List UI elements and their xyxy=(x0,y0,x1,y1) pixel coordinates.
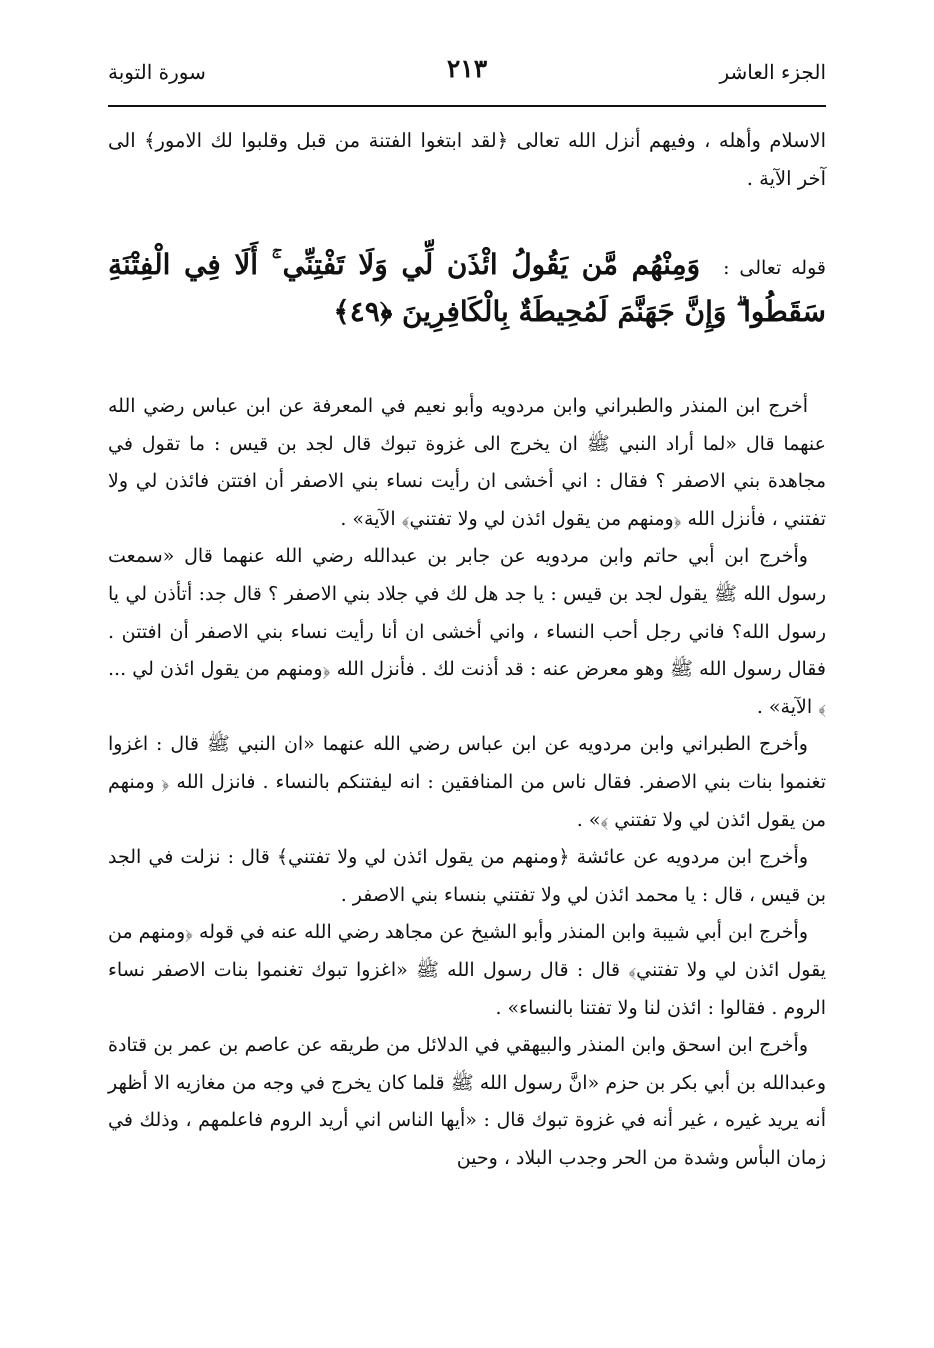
paragraph: وأخرج ابن مردويه عن عائشة ﴿ومنهم من يقول ائذن لي ولا تفتني﴾ قال : نزلت في الجد بن قيس ، قال : يا محمد ائذن لي ولا تفتني بنساء بني الاصفر . xyxy=(108,846,826,906)
paragraph: وأخرج الطبراني وابن مردويه عن ابن عباس رضي الله عنهما «ان النبي ﷺ قال : اغزوا تغنموا بنات بني الاصفر. فقال ناس من المنافقين : انه ليفتنكم بالنساء . فانزل الله ﴿ ومنهم من يقول ائذن لي ولا تفتني ﴾» . xyxy=(108,733,826,831)
paragraph: أخرج ابن المنذر والطبراني وابن مردويه وأبو نعيم في المعرفة عن ابن عباس رضي الله عنهما قال «لما أراد النبي ﷺ ان يخرج الى غزوة تبوك قال لجد بن قيس : ما تقول في مجاهدة بني الاصفر ؟ فقال : اني أخشى ان رأيت نساء بني الاصفر أن افتتن فائذن لي ولا تفتني ، فأنزل الله ﴿ومنهم من يقول ائذن لي ولا تفتني﴾ الآية» . xyxy=(108,395,826,530)
header-rule xyxy=(108,105,826,107)
page-number: ٢١٣ xyxy=(446,54,488,83)
surah-title: سورة التوبة xyxy=(108,60,206,84)
paragraph: وأخرج ابن أبي شيبة وابن المنذر وأبو الشيخ عن مجاهد رضي الله عنه في قوله ﴿ومنهم من يقول ائذن لي ولا تفتني﴾ قال : قال رسول الله ﷺ «اغزوا تبوك تغنموا بنات الاصفر نساء الروم . فقالوا : ائذن لنا ولا تفتنا بالنساء» . xyxy=(107,921,826,1019)
part-title: الجزء العاشر xyxy=(719,60,826,84)
verse-lead: قوله تعالى : xyxy=(723,257,826,279)
paragraph: وأخرج ابن أبي حاتم وابن مردويه عن جابر بن عبدالله رضي الله عنهما قال «سمعت رسول الله ﷺ يقول لجد بن قيس : يا جد هل لك في جلاد بني الاصفر ؟ قال جد: أتأذن لي يا رسول الله؟ فاني رجل أحب النساء ، واني أخشى ان أنا رأيت نساء بني الاصفر أن افتتن . فقال رسول الله ﷺ وهو معرض عنه : قد أذنت لك . فأنزل الله ﴿ومنهم من يقول ائذن لي ... ﴾ الآية» . xyxy=(108,545,826,718)
verse-text: وَمِنْهُم مَّن يَقُولُ ائْذَن لِّي وَلَا تَفْتِنِّي ۚ أَلَا فِي الْفِتْنَةِ سَقَطُوا ۗ وَإِنَّ جَهَنَّمَ لَمُحِيطَةٌ بِالْكَافِرِينَ ﴿٤٩﴾ xyxy=(108,248,826,328)
paragraph: وأخرج ابن اسحق وابن المنذر والبيهقي في الدلائل من طريقه عن عاصم بن عمر بن قتادة وعبدالله بن أبي بكر بن حزم «انَّ رسول الله ﷺ قلما كان يخرج في وجه من مغازيه الا أظهر أنه يريد غيره ، غير أنه في غزوة تبوك قال : «أيها الناس اني أريد الروم فاعلمهم ، وذلك في زمان البأس وشدة من الحر وجدب البلاد ، وحين xyxy=(108,1034,826,1169)
quran-verse xyxy=(108,243,826,337)
page-header xyxy=(108,52,826,98)
commentary-body xyxy=(108,388,826,1177)
intro-paragraph: الاسلام وأهله ، وفيهم أنزل الله تعالى ﴿لقد ابتغوا الفتنة من قبل وقلبوا لك الامور﴾ الى آخر الآية . xyxy=(108,129,826,190)
